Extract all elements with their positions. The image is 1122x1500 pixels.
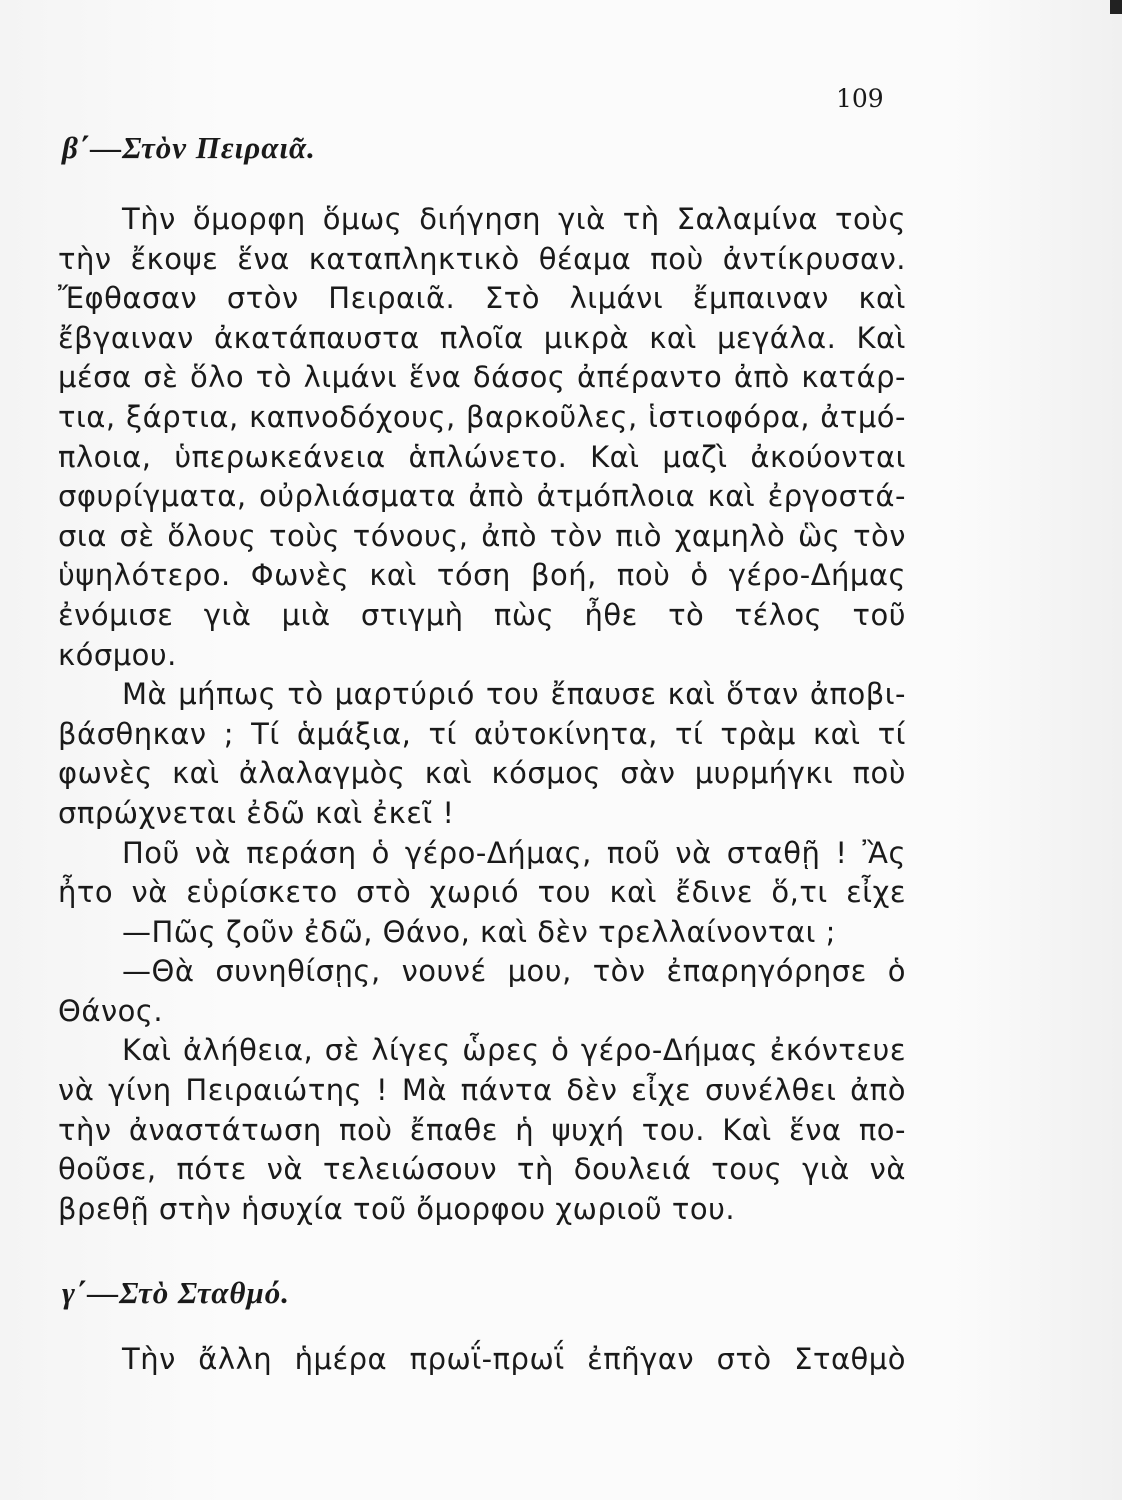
text-line: βρεθῇ στὴν ἡσυχία τοῦ ὄμορφου χωριοῦ του. <box>58 1191 736 1226</box>
text-line: μέσα σὲ ὅλο τὸ λιμάνι ἕνα δάσος ἀπέραντο ἀπὸ κατάρ- <box>58 360 906 395</box>
text-line: Θάνος. <box>58 993 164 1028</box>
text-line: τὴν ἔκοψε ἕνα καταπληκτικὸ θέαμα ποὺ ἀντίκρυσαν. <box>58 241 906 276</box>
text-line: σφυρίγματα, οὐρλιάσματα ἀπὸ ἀτμόπλοια καὶ ἐργοστά- <box>58 479 906 514</box>
dialogue-line: —Θὰ συνηθίσῃς, νουνέ μου, τὸν ἐπαρηγόρησε ὁ <box>122 954 906 989</box>
text-line: τὴν ἀναστάτωση ποὺ ἔπαθε ἡ ψυχή του. Καὶ ἕνα πο- <box>58 1112 906 1147</box>
section-body-piraeus <box>58 200 906 1229</box>
section-body-station <box>58 1340 906 1380</box>
text-line: Καὶ ἀλήθεια, σὲ λίγες ὧρες ὁ γέρο-Δήμας ἐκόντευε <box>122 1033 906 1068</box>
text-line: φωνὲς καὶ ἀλαλαγμὸς καὶ κόσμος σὰν μυρμήγκι ποὺ <box>58 756 906 791</box>
text-line: νὰ γίνη Πειραιώτης ! Μὰ πάντα δὲν εἶχε συνέλθει ἀπὸ <box>58 1073 906 1108</box>
text-line: Μὰ μήπως τὸ μαρτύριό του ἔπαυσε καὶ ὅταν ἀποβι- <box>122 677 906 712</box>
text-line: Ἔφθασαν στὸν Πειραιᾶ. Στὸ λιμάνι ἔμπαιναν καὶ <box>58 281 906 316</box>
text-line: ἦτο νὰ εὑρίσκετο στὸ χωριό του καὶ ἔδινε ὅ,τι εἶχε <box>58 875 906 910</box>
text-line: ἔβγαιναν ἀκατάπαυστα πλοῖα μικρὰ καὶ μεγάλα. Καὶ <box>58 320 906 355</box>
text-line: Τὴν ἄλλη ἡμέρα πρωΐ-πρωΐ ἐπῆγαν στὸ Σταθμὸ <box>122 1342 906 1376</box>
text-line: πλοια, ὑπερωκεάνεια ἁπλώνετο. Καὶ μαζὶ ἀκούονται <box>58 439 906 474</box>
text-line: σια σὲ ὅλους τοὺς τόνους, ἀπὸ τὸν πιὸ χαμηλὸ ὣς τὸν <box>58 518 906 553</box>
section-heading-piraeus: β΄—Στὸν Πειραιᾶ. <box>62 130 316 165</box>
dialogue-line: —Πῶς ζοῦν ἐδῶ, Θάνο, καὶ δὲν τρελλαίνονται ; <box>122 914 836 949</box>
text-line: σπρώχνεται ἐδῶ καὶ ἐκεῖ ! <box>58 795 455 830</box>
text-line: Ποῦ νὰ περάση ὁ γέρο-Δήμας, ποῦ νὰ σταθῇ ! Ἂς <box>122 835 906 870</box>
text-line: ἐνόμισε γιὰ μιὰ στιγμὴ πὼς ἦθε τὸ τέλος τοῦ <box>58 597 906 632</box>
scan-corner-mark <box>1110 0 1122 14</box>
text-line: ὑψηλότερο. Φωνὲς καὶ τόση βοή, ποὺ ὁ γέρο-Δήμας <box>58 558 906 593</box>
section-heading-station: γ΄—Στὸ Σταθμό. <box>62 1275 290 1310</box>
text-line: βάσθηκαν ; Τί ἁμάξια, τί αὐτοκίνητα, τί τρὰμ καὶ τί <box>58 716 906 751</box>
page-number: 109 <box>836 84 884 113</box>
text-line: κόσμου. <box>58 637 177 672</box>
text-line: θοῦσε, πότε νὰ τελειώσουν τὴ δουλειά τους γιὰ νὰ <box>58 1152 906 1187</box>
text-line: Τὴν ὅμορφη ὅμως διήγηση γιὰ τὴ Σαλαμίνα τοὺς <box>122 202 906 236</box>
text-line: τια, ξάρτια, καπνοδόχους, βαρκοῦλες, ἱστιοφόρα, ἀτμό- <box>58 399 906 434</box>
